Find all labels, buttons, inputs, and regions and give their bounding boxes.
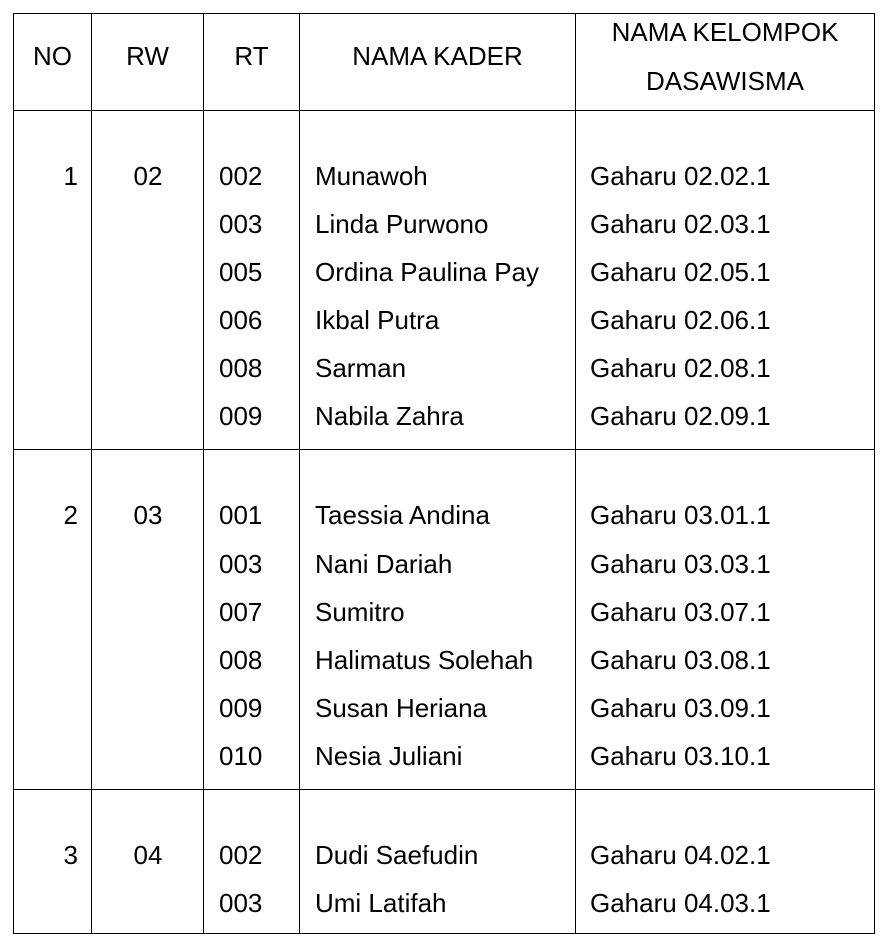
column-divider [91,14,92,933]
rt-cell: 002 [219,840,263,870]
kelompok-cell: Gaharu 02.08.1 [590,353,771,383]
header-kelompok-line1: NAMA KELOMPOK [611,17,839,47]
kader-name-cell: Taessia Andina [315,500,490,530]
rt-cell: 001 [219,500,263,530]
group-divider [14,789,874,790]
rt-cell: 009 [219,401,263,431]
rt-cell: 003 [219,209,263,239]
column-divider [299,14,300,933]
kader-name-cell: Linda Purwono [315,209,489,239]
column-divider [203,14,204,933]
group-rw: 04 [133,840,163,870]
kelompok-cell: Gaharu 02.06.1 [590,305,771,335]
header-divider [14,110,874,111]
group-rw: 02 [133,161,163,191]
column-divider [575,14,576,933]
group-rw: 03 [133,500,163,530]
header-rw: RW [126,41,169,71]
kader-name-cell: Sarman [315,353,407,383]
group-divider [14,449,874,450]
group-no: 2 [63,500,78,530]
kelompok-cell: Gaharu 02.03.1 [590,209,771,239]
rt-cell: 005 [219,257,263,287]
kader-name-cell: Ordina Paulina Pay [315,257,540,287]
kader-name-cell: Nani Dariah [315,549,453,579]
rt-cell: 008 [219,645,263,675]
kader-name-cell: Ikbal Putra [315,305,440,335]
kelompok-cell: Gaharu 02.05.1 [590,257,771,287]
kelompok-cell: Gaharu 02.09.1 [590,401,771,431]
kader-name-cell: Dudi Saefudin [315,840,479,870]
group-no: 3 [63,840,78,870]
rt-cell: 006 [219,305,263,335]
kelompok-cell: Gaharu 04.03.1 [590,888,771,918]
kelompok-cell: Gaharu 03.09.1 [590,693,771,723]
kader-name-cell: Susan Heriana [315,693,487,723]
rt-cell: 007 [219,597,263,627]
rt-cell: 003 [219,549,263,579]
header-rt: RT [234,41,269,71]
header-no: NO [33,41,72,71]
rt-cell: 010 [219,741,263,771]
group-no: 1 [63,161,78,191]
header-nama-kader: NAMA KADER [352,41,523,71]
kelompok-cell: Gaharu 02.02.1 [590,161,771,191]
kelompok-cell: Gaharu 03.01.1 [590,500,771,530]
kader-table [13,13,875,934]
rt-cell: 009 [219,693,263,723]
kader-name-cell: Nesia Juliani [315,741,463,771]
header-kelompok-line2: DASAWISMA [646,66,804,96]
rt-cell: 003 [219,888,263,918]
kader-name-cell: Nabila Zahra [315,401,464,431]
kader-name-cell: Halimatus Solehah [315,645,534,675]
kelompok-cell: Gaharu 03.10.1 [590,741,771,771]
kelompok-cell: Gaharu 03.03.1 [590,549,771,579]
kader-name-cell: Umi Latifah [315,888,447,918]
kelompok-cell: Gaharu 04.02.1 [590,840,771,870]
kader-name-cell: Sumitro [315,597,405,627]
rt-cell: 008 [219,353,263,383]
kelompok-cell: Gaharu 03.08.1 [590,645,771,675]
kelompok-cell: Gaharu 03.07.1 [590,597,771,627]
kader-name-cell: Munawoh [315,161,428,191]
rt-cell: 002 [219,161,263,191]
